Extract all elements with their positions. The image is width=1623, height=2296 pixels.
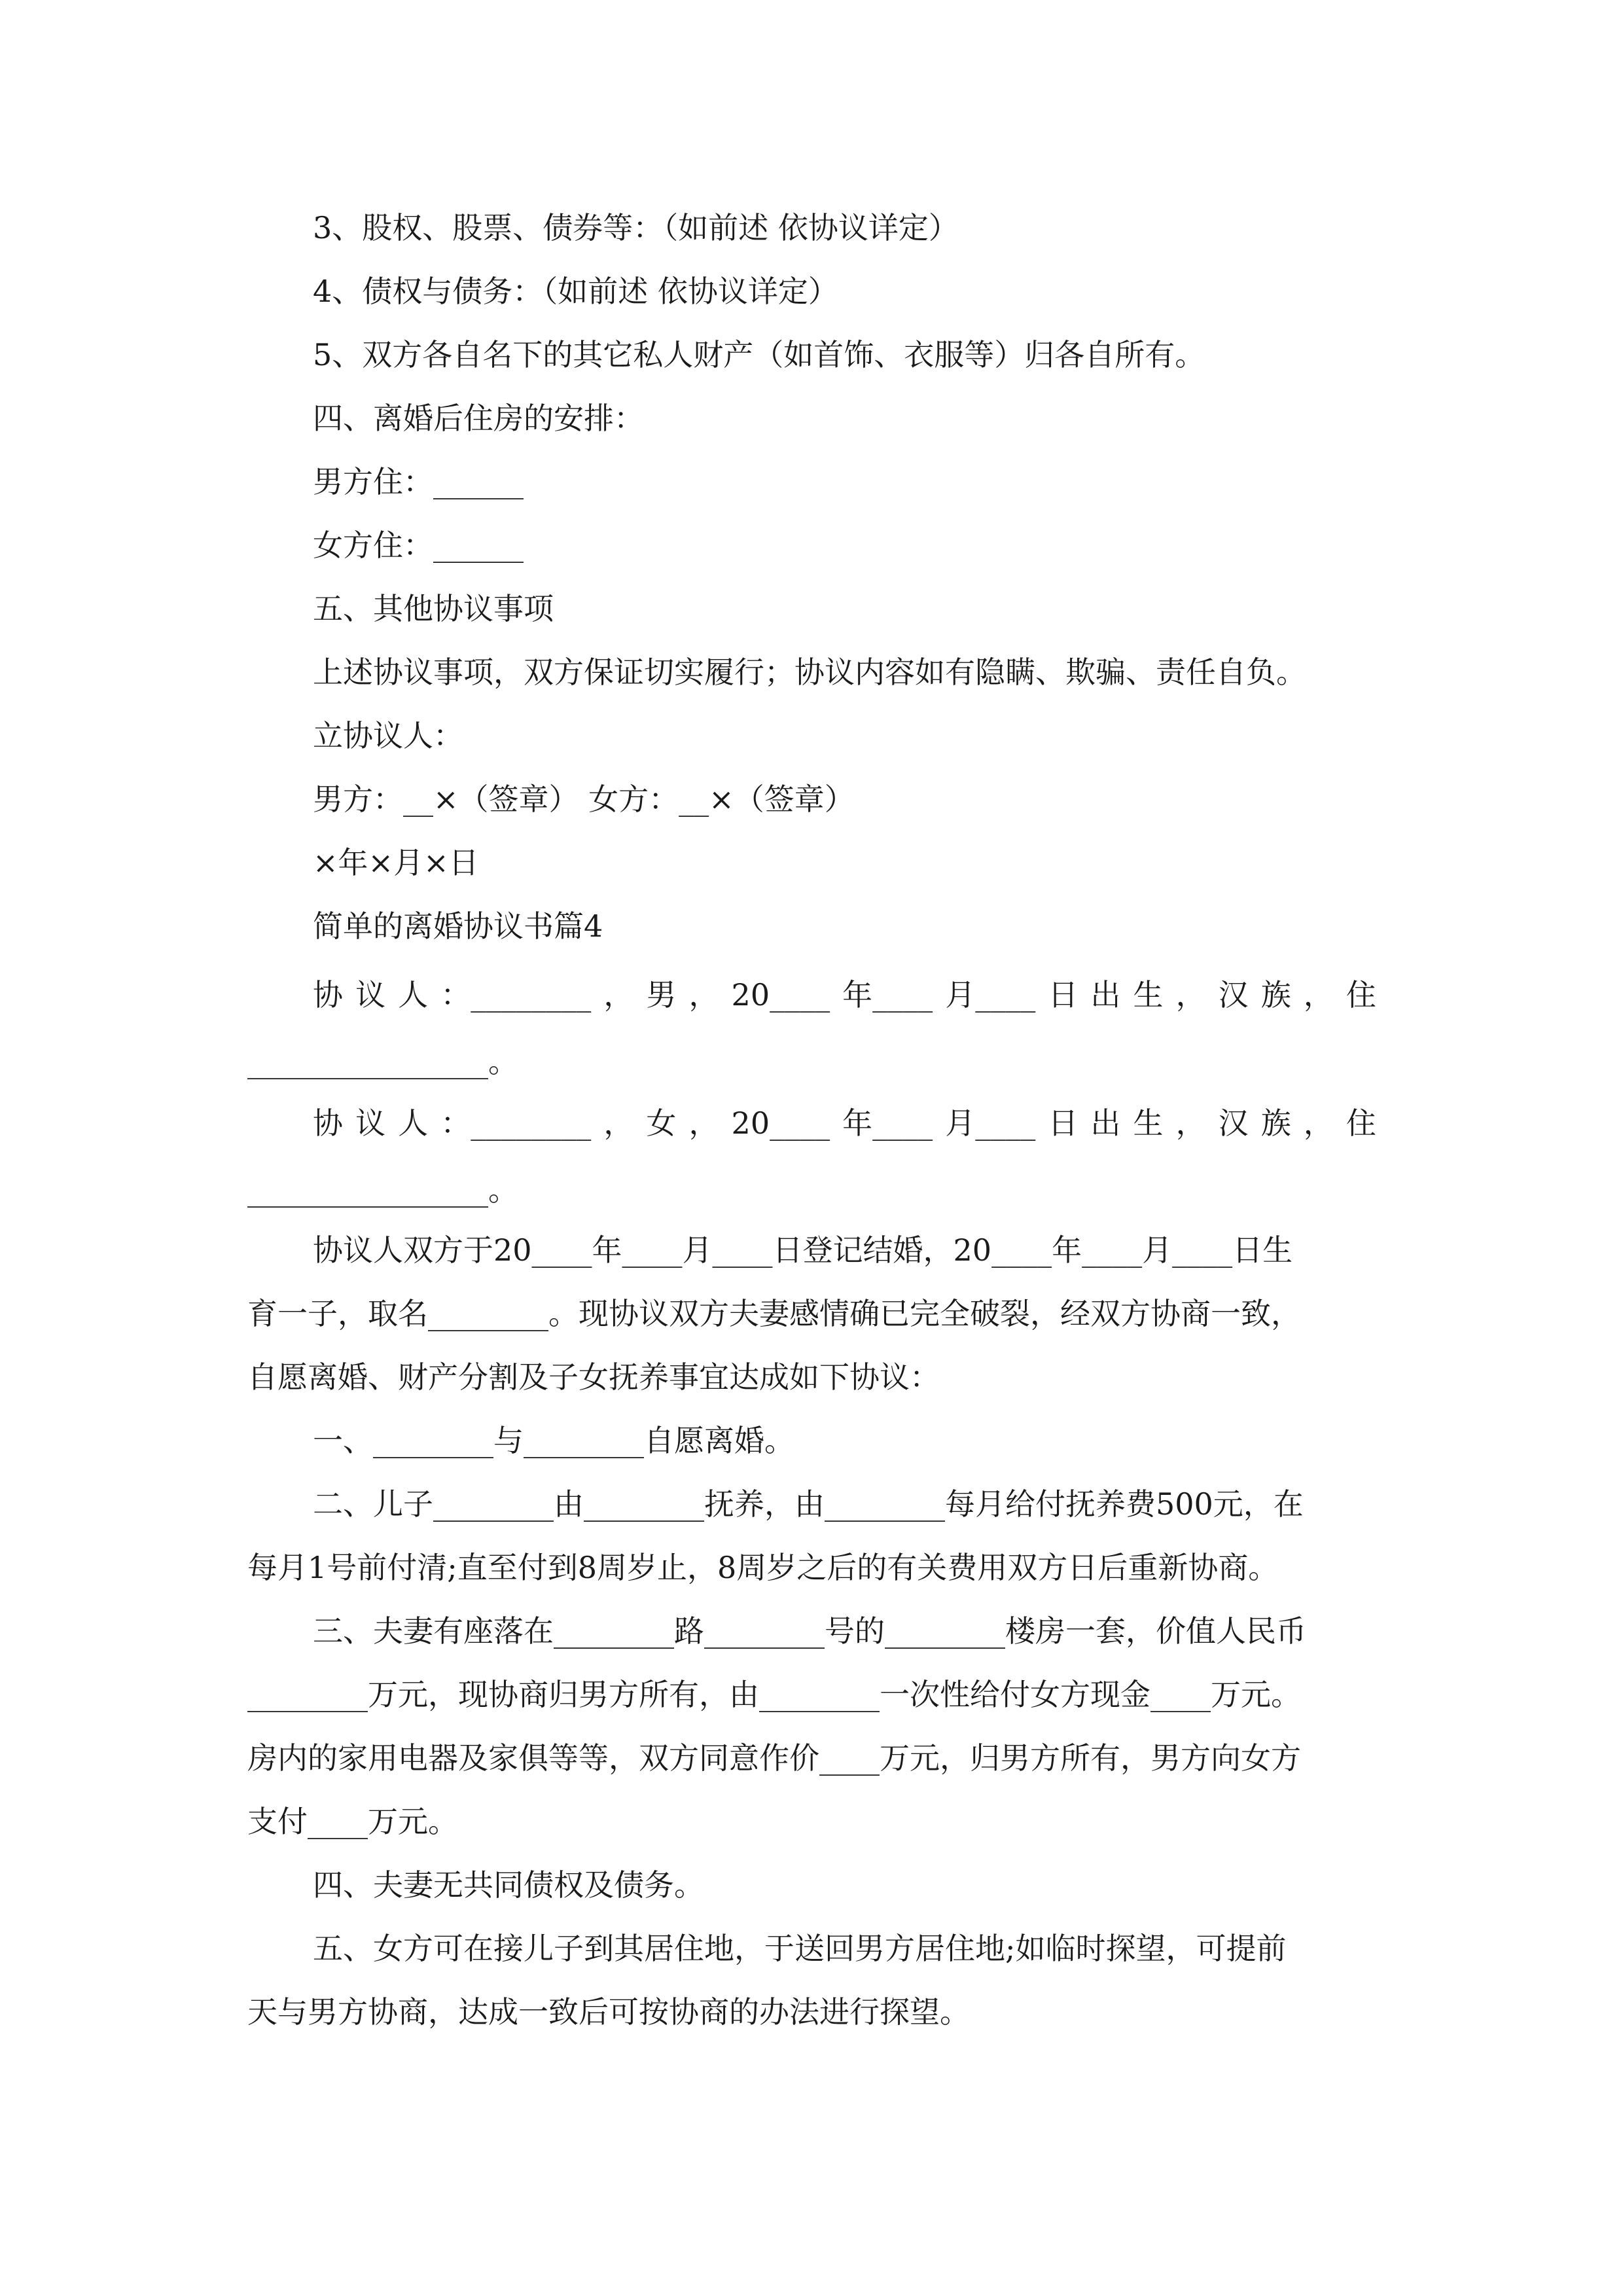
- clause-3-cont: ________万元，现协商归男方所有，由________一次性给付女方现金____万元。: [247, 1677, 1301, 1712]
- party2-seg: 人: [398, 1105, 429, 1141]
- clause-2-cont: 每月1号前付清;直至付到8周岁止，8周岁之后的有关费用双方日后重新协商。: [247, 1550, 1279, 1585]
- clause-5-visitation: 五、女方可在接儿子到其居住地，于送回男方居住地;如临时探望，可提前: [313, 1931, 1287, 1966]
- party2-seg: ：________: [440, 1105, 592, 1141]
- party2-seg: 汉: [1218, 1105, 1249, 1141]
- party2-seg: 女: [646, 1105, 677, 1141]
- clause-2-custody: 二、儿子________由________抚养，由________每月给付抚养费500元，在: [313, 1486, 1304, 1522]
- party1-seg: ，: [688, 977, 719, 1013]
- party2-seg: 住: [1346, 1105, 1376, 1141]
- section-other-matters-heading: 五、其他协议事项: [313, 591, 554, 626]
- party2-seg: 生: [1133, 1105, 1164, 1141]
- clause-5-cont: 天与男方协商，达成一致后可按协商的办法进行探望。: [247, 1994, 970, 2030]
- party2-seg: 月____: [945, 1105, 1036, 1141]
- party2-seg: 出: [1090, 1105, 1121, 1141]
- item-equity-stocks-bonds: 3、股权、股票、债券等：（如前述 依协议详定）: [313, 210, 959, 245]
- party2-seg: 协: [313, 1105, 343, 1141]
- party1-seg: 月____: [945, 977, 1036, 1013]
- party1-seg: 协: [313, 977, 343, 1013]
- party1-seg: 人: [398, 977, 429, 1013]
- party2-seg: 日: [1048, 1105, 1079, 1141]
- marriage-info-cont: 自愿离婚、财产分割及子女抚养事宜达成如下协议：: [247, 1359, 940, 1395]
- signatories-label: 立协议人：: [313, 718, 463, 753]
- female-residence-line: 女方住：______: [313, 528, 524, 563]
- marriage-info-cont: 育一子，取名________。现协议双方夫妻感情确已完全破裂，经双方协商一致，: [247, 1296, 1301, 1331]
- party1-address-line: ________________。: [247, 1044, 518, 1079]
- section-housing-heading: 四、离婚后住房的安排：: [313, 401, 644, 436]
- party1-seg: ，: [1303, 977, 1334, 1013]
- clause-3-property: 三、夫妻有座落在________路________号的________楼房一套，价值人民币: [313, 1613, 1306, 1649]
- party1-seg: ，: [1175, 977, 1206, 1013]
- agreement-4-title: 简单的离婚协议书篇4: [313, 908, 603, 944]
- party1-seg: 出: [1090, 977, 1121, 1013]
- clause-1-divorce: 一、________与________自愿离婚。: [313, 1423, 794, 1458]
- party1-seg: 年____: [842, 977, 933, 1013]
- party2-address-line: ________________。: [247, 1172, 518, 1208]
- party2-seg: 20____: [731, 1105, 830, 1141]
- party1-seg: 男: [646, 977, 677, 1013]
- party1-seg: 日: [1048, 977, 1079, 1013]
- party1-line: [313, 975, 1376, 1014]
- party2-seg: ，: [1303, 1105, 1334, 1141]
- party1-seg: 住: [1346, 977, 1376, 1013]
- party1-seg: 20____: [731, 977, 830, 1013]
- item-personal-property: 5、双方各自名下的其它私人财产（如首饰、衣服等）归各自所有。: [313, 337, 1205, 372]
- fulfillment-clause: 上述协议事项，双方保证切实履行；协议内容如有隐瞒、欺骗、责任自负。: [313, 655, 1306, 690]
- party1-seg: 汉: [1218, 977, 1249, 1013]
- party1-seg: 生: [1133, 977, 1164, 1013]
- signature-line: 男方：__×（签章） 女方：__×（签章）: [313, 781, 855, 817]
- item-claims-debts: 4、债权与债务：（如前述 依协议详定）: [313, 274, 838, 309]
- party1-seg: 族: [1260, 977, 1291, 1013]
- party1-seg: 议: [355, 977, 386, 1013]
- marriage-info-line: 协议人双方于20____年____月____日登记结婚，20____年____月____日生: [313, 1232, 1293, 1268]
- party2-line: [313, 1103, 1376, 1143]
- party2-seg: 族: [1260, 1105, 1291, 1141]
- date-line: ×年×月×日: [313, 845, 479, 880]
- party1-seg: ，: [603, 977, 634, 1013]
- clause-4-no-debts: 四、夫妻无共同债权及债务。: [313, 1867, 704, 1903]
- party2-seg: 议: [355, 1105, 386, 1141]
- party2-seg: ，: [1175, 1105, 1206, 1141]
- clause-3-cont: 支付____万元。: [247, 1804, 458, 1839]
- clause-3-cont: 房内的家用电器及家俱等等，双方同意作价____万元，归男方所有，男方向女方: [247, 1740, 1301, 1776]
- male-residence-line: 男方住：______: [313, 464, 524, 499]
- party2-seg: 年____: [842, 1105, 933, 1141]
- party2-seg: ，: [688, 1105, 719, 1141]
- party1-seg: ：________: [440, 977, 592, 1013]
- party2-seg: ，: [603, 1105, 634, 1141]
